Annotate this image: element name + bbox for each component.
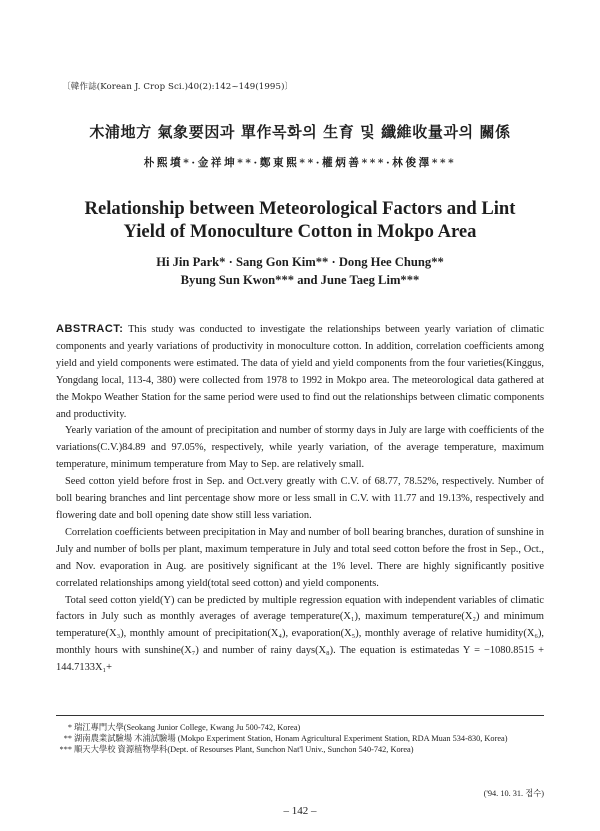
english-authors — [0, 253, 600, 289]
abstract-paragraph: Total seed cotton yield(Y) can be predicted by multiple regression equation with independent variables of climatic factors in July such as monthly averages of average temperature(X₁), maximum temperature(X₂) and minimum temperature(X₃), monthly amount of precipitation(X₄), evaporation(X₅), monthly average of relative humidity(X₆), monthly hours with sunshine(X₇) and number of rainy days(X₈). The equation is estimatedas Y = −1080.8515 + 144.7133X₁+ — [56, 594, 544, 674]
footnote-text: 湖南農業試驗場 木浦試驗場 (Mokpo Experiment Station, Honam Agricultural Experiment Station, RDA Muan 534-830, Korea) — [74, 734, 508, 744]
english-title-line-1: Relationship between Meteorological Factors and Lint — [84, 198, 516, 219]
footnote-mark: *** — [59, 745, 72, 755]
footnote-divider — [56, 715, 544, 716]
abstract-paragraph-text: This study was conducted to investigate the relationships between yearly variation of climatic components and yearly variations of productivity in monoculture cotton. In addition, correlation coefficients among yield and yield components were estimated. The data of yield and yield components from the four varieties(Kinggus, Yongdang local, 113-4, 380) were collected from 1978 to 1992 in Mokpo area. The meteorological data gathered at the Mokpo Weather Station for the same period were used to find out the relationships between climatic components and productivity. — [56, 324, 544, 420]
abstract-paragraph: Correlation coefficients between precipitation in May and number of boll bearing branches, duration of sunshine in July and number of bolls per plant, maximum temperature in July and total seed cotton before the frost in Sep., Oct., and Nov. evaporation in Aug. are positively significant at the 1% level. There are highly significantly positive correlated relationships among yield(total seed cotton) and yield components. — [56, 526, 544, 589]
footnote — [56, 744, 546, 755]
footnote-mark: * — [67, 723, 72, 732]
footnote-text: 順天大學校 資源植物學科(Dept. of Resourses Plant, Sunchon Nat'l Univ., Sunchon 540-742, Korea) — [74, 745, 414, 755]
received-date: ('94. 10. 31. 접수) — [483, 789, 544, 798]
footnotes — [56, 722, 546, 756]
abstract-paragraph: Yearly variation of the amount of precipitation and number of stormy days in July are large with coefficients of the variations(C.V.)84.89 and 97.05%, respectively, while yearly variation, of the average temperature, maximum temperature, minimum temperature from May to Sep. are relatively small. — [56, 425, 544, 471]
abstract-paragraph: Seed cotton yield before frost in Sep. and Oct.very greatly with C.V. of 68.77, 78.52%, respectively. Number of boll bearing branches and lint percentage show more or less small in C.V. with 11.77 and 19.13%, respectively and flowering date and boll opening date show still less variation. — [56, 476, 544, 521]
english-title-line-2: Yield of Monoculture Cotton in Mokpo Area — [123, 221, 477, 242]
english-title — [0, 197, 600, 243]
english-authors-line-2: Byung Sun Kwon*** and June Taeg Lim*** — [180, 273, 420, 287]
footnote-mark: ** — [63, 734, 72, 744]
footnote-text: 瑞江專門大學(Seokang Junior College, Kwang Ju 500-742, Korea) — [74, 723, 301, 732]
footnote — [56, 733, 546, 744]
footnote — [56, 722, 546, 733]
page-number: – 142 – — [283, 805, 317, 817]
english-authors-line-1: Hi Jin Park* · Sang Gon Kim** · Dong Hee Chung** — [156, 255, 444, 269]
korean-title: 木浦地方 氣象要因과 單作목화의 生育 및 纖維收量과의 關係 — [89, 123, 511, 141]
journal-citation: 〔韓作誌(Korean J. Crop Sci.)40(2):142~149(1995)〕 — [62, 82, 294, 92]
korean-authors: 朴熙墳*·金祥坤**·鄭東熙**·權炳善***·林俊澤*** — [143, 157, 457, 169]
abstract-label: ABSTRACT: — [56, 323, 124, 335]
abstract — [56, 321, 544, 677]
abstract-paragraph — [56, 321, 544, 423]
